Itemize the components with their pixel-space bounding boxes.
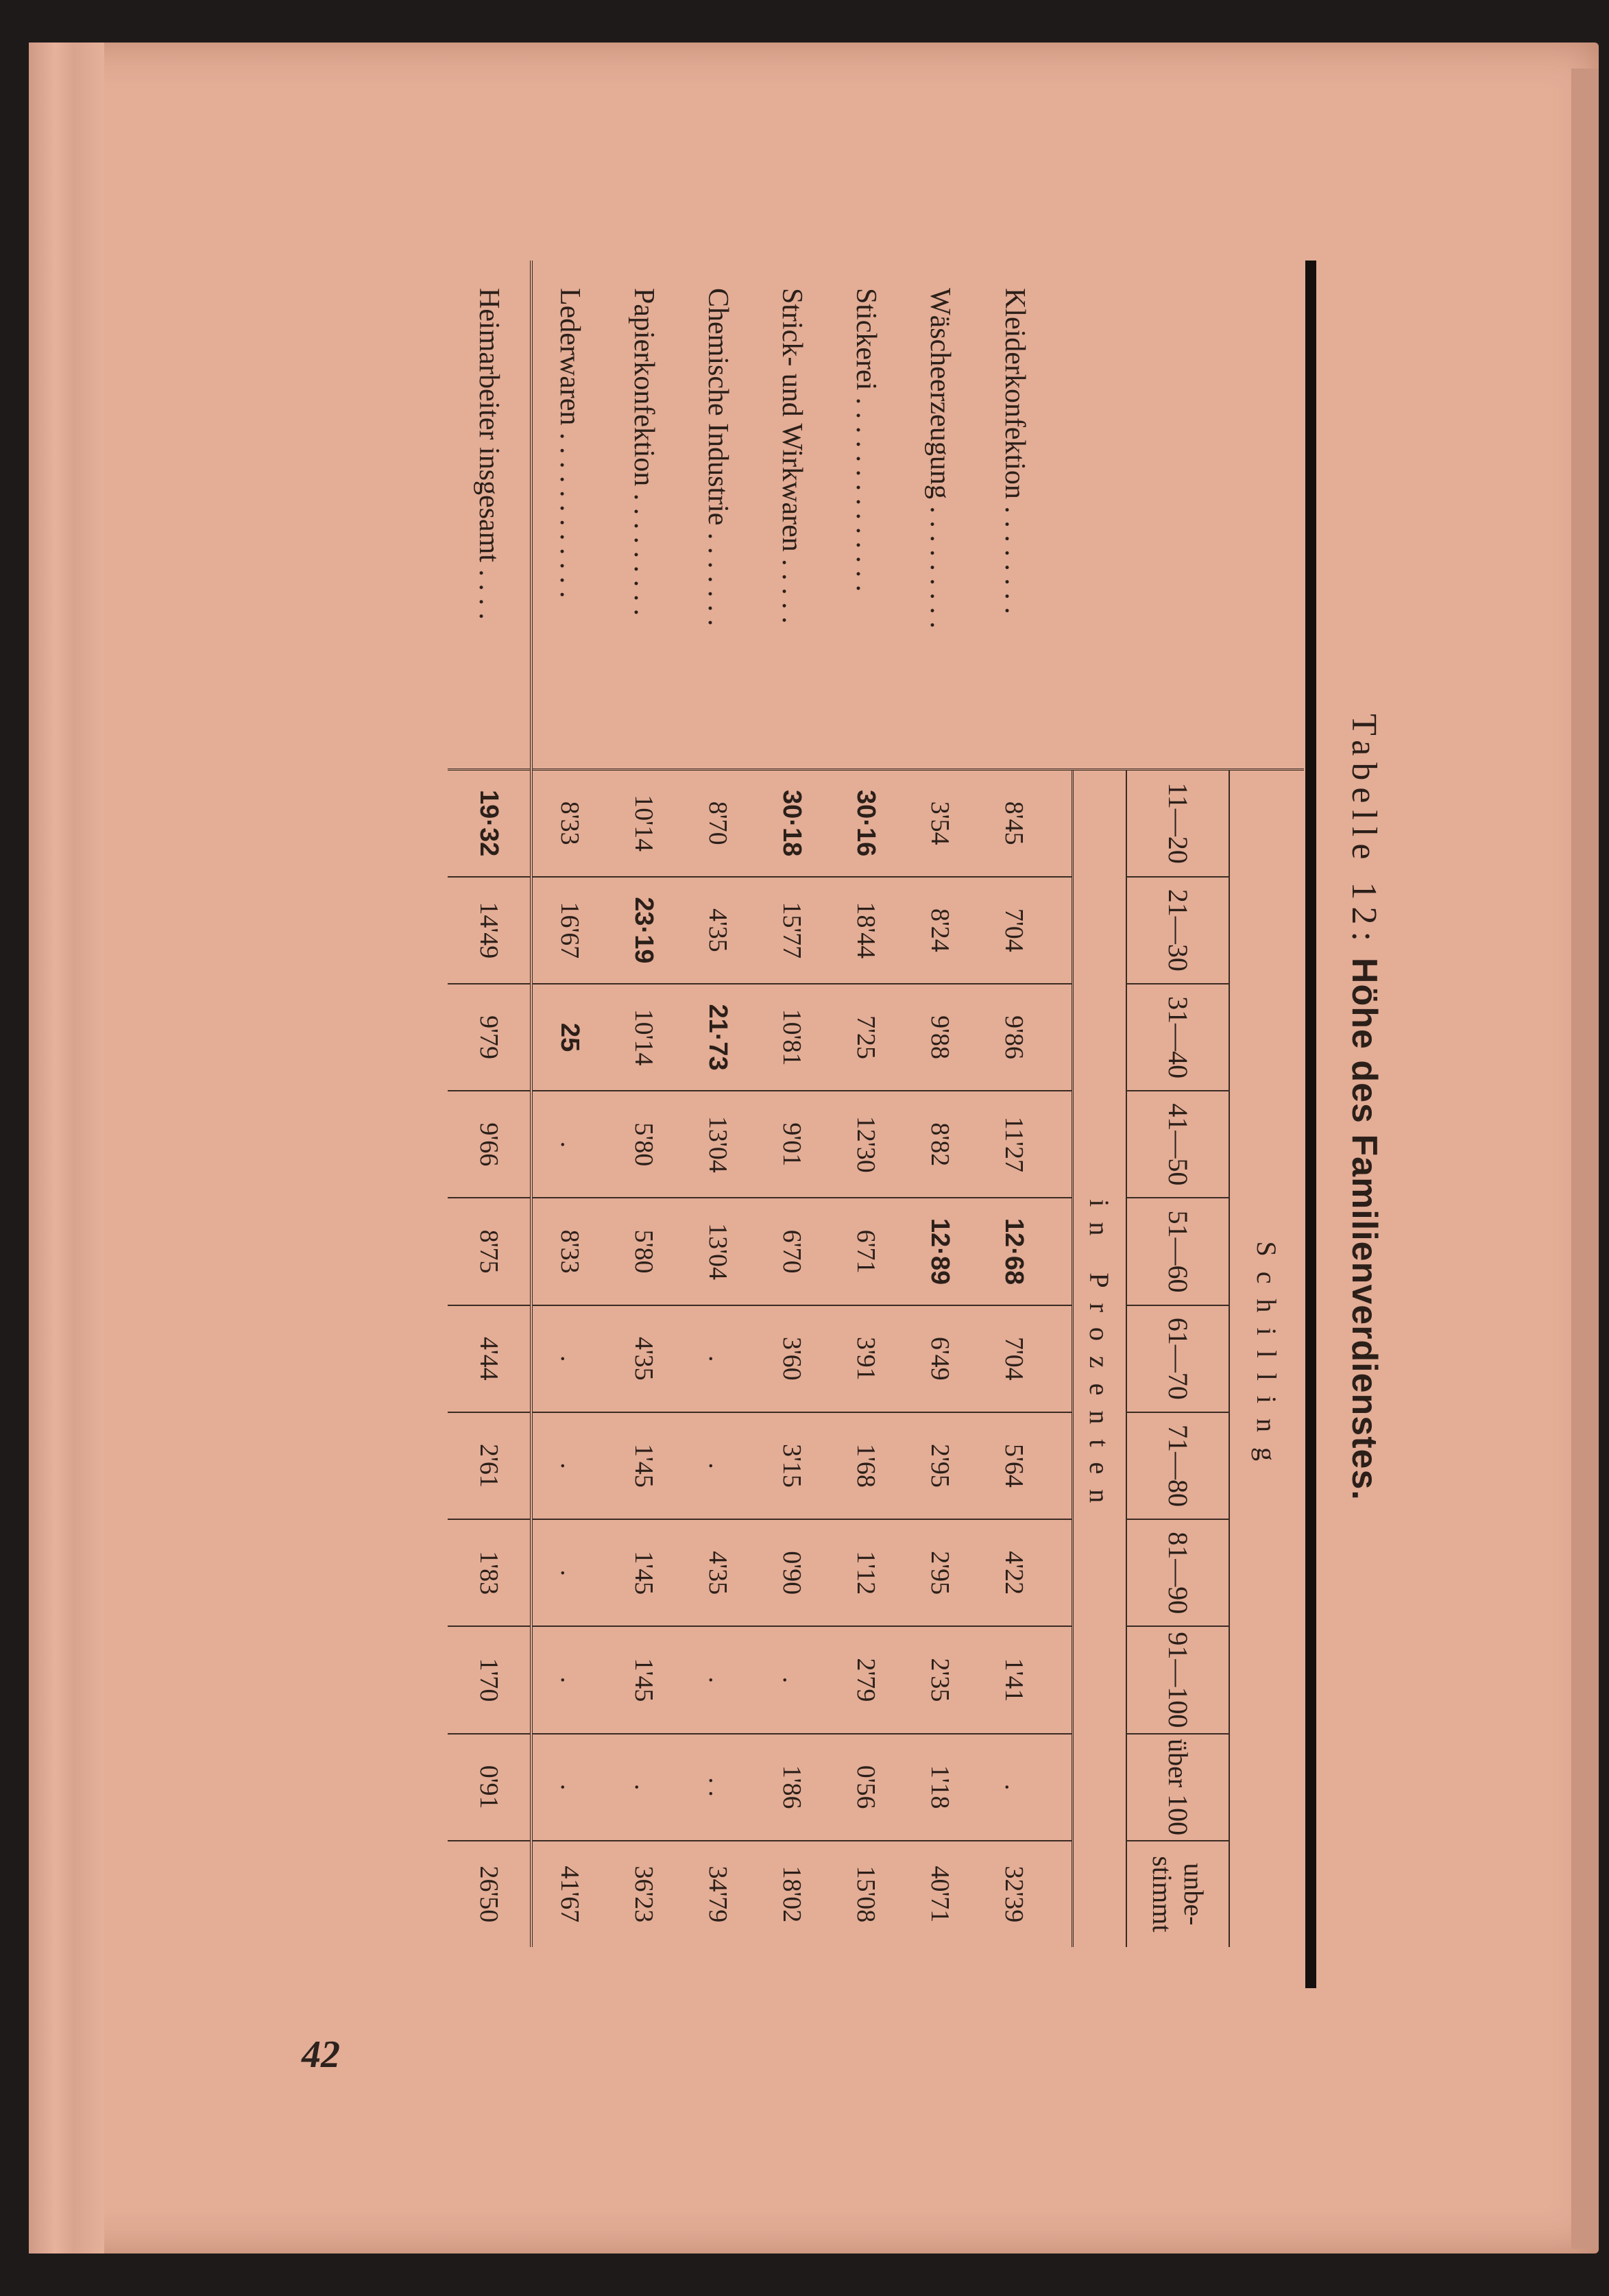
table-cell: 18'02 [755,1841,829,1947]
table-cell: . [531,1519,607,1626]
table-cell: 4'44 [448,1305,531,1412]
row-label: Papierkonfektion . . . . . . . . . [607,261,681,769]
table-cell: 1'41 [977,1626,1073,1733]
table-cell: 36'23 [607,1841,681,1947]
table-cell: 0'56 [829,1734,903,1841]
table-cell: 1'45 [607,1626,681,1733]
header-group-schilling: Schilling [1251,1241,1283,1476]
rotated-table-block [315,261,1385,1954]
table-cell: . [531,1412,607,1519]
table-cell: 40'71 [903,1841,977,1947]
table-cell: 34'79 [681,1841,755,1947]
column-header: 81—90 [1126,1519,1229,1626]
column-header: 21—30 [1126,877,1229,984]
row-label: Chemische Industrie . . . . . . . [681,261,755,769]
table-row [755,261,829,1947]
row-label: Heimarbeiter insgesamt . . . . [448,261,531,769]
table-cell: 1'68 [829,1412,903,1519]
table-cell: . . [681,1734,755,1841]
table-row [829,261,903,1947]
table-cell: 12·89 [903,1198,977,1305]
table-cell: . [977,1734,1073,1841]
table-cell: 1'18 [903,1734,977,1841]
row-label: Strick- und Wirkwaren . . . . . [755,261,829,769]
table-cell: . [531,1091,607,1198]
table-cell: 2'95 [903,1412,977,1519]
table-cell: 3'91 [829,1305,903,1412]
table-cell: 8'70 [703,801,732,845]
table-cell: 3'15 [755,1412,829,1519]
table-cell: 16'67 [531,877,607,984]
table-cell: . [531,1305,607,1412]
column-header: 41—50 [1126,1091,1229,1198]
table-cell: 8'82 [903,1091,977,1198]
table-cell: . [755,1626,829,1733]
row-label: Wäscheerzeugung . . . . . . . . . [903,261,977,769]
table-cell: 1'12 [829,1519,903,1626]
column-header: 31—40 [1126,984,1229,1091]
table-cell: . [681,1626,755,1733]
table-title-bold: Höhe des Familienverdienstes. [1344,957,1384,1501]
column-header: unbe- stimmt [1126,1841,1229,1947]
page-stack-edge [29,43,104,2253]
stub-header [1073,261,1305,769]
table-row [681,261,755,1947]
table-cell: 8'33 [531,1198,607,1305]
table-cell: 13'04 [681,1091,755,1198]
table-cell: 9'88 [903,984,977,1091]
table-cell: 2'61 [448,1412,531,1519]
income-table [448,261,1304,1947]
table-cell: 9'01 [755,1091,829,1198]
table-cell: 30·18 [777,790,807,857]
table-row [977,261,1073,1947]
table-cell: 18'44 [829,877,903,984]
table-cell: 7'04 [977,1305,1073,1412]
table-cell: 32'39 [977,1841,1073,1947]
table-cell: 6'70 [755,1198,829,1305]
table-cell: 7'04 [977,877,1073,984]
column-header: 61—70 [1126,1305,1229,1412]
column-header: 71—80 [1126,1412,1229,1519]
table-cell: 1'86 [755,1734,829,1841]
table-cell: 3'60 [755,1305,829,1412]
table-cell: 23·19 [607,877,681,984]
facing-page-edge [1571,69,1599,2249]
table-cell: 2'35 [903,1626,977,1733]
table-cell: 9'79 [448,984,531,1091]
row-label: Stickerei . . . . . . . . . . . . . . [829,261,903,769]
table-cell: 12·68 [977,1198,1073,1305]
table-cell: 21·73 [681,984,755,1091]
table-cell: 9'66 [448,1091,531,1198]
row-label: Lederwaren . . . . . . . . . . . . [531,261,607,769]
table-cell: 11'27 [977,1091,1073,1198]
table-cell: 4'35 [681,877,755,984]
table-cell: 2'79 [829,1626,903,1733]
table-cell: 15'77 [755,877,829,984]
table-cell: 4'35 [607,1305,681,1412]
table-cell: 6'71 [829,1198,903,1305]
table-cell: 30·16 [851,790,881,857]
page-number: 42 [302,2033,340,2076]
table-cell: 1'83 [448,1519,531,1626]
table-cell: 8'24 [903,877,977,984]
table-cell: 41'67 [531,1841,607,1947]
column-header: 91—100 [1126,1626,1229,1733]
table-cell: 0'90 [755,1519,829,1626]
table-cell: 26'50 [448,1841,531,1947]
column-header: über 100 [1126,1734,1229,1841]
table-cell: 1'70 [448,1626,531,1733]
table-cell: 15'08 [829,1841,903,1947]
table-cell: 7'25 [829,984,903,1091]
table-row [903,261,977,1947]
table-cell: 10'81 [755,984,829,1091]
table-cell: 12'30 [829,1091,903,1198]
table-cell: 10'14 [607,984,681,1091]
header-unit: in Prozenten [1073,769,1127,1947]
table-cell: 8'75 [448,1198,531,1305]
column-header: 51—60 [1126,1198,1229,1305]
table-cell: 0'91 [448,1734,531,1841]
table-cell: 6'49 [903,1305,977,1412]
table-cell: 25 [531,984,607,1091]
table-body [448,261,1073,1947]
row-label: Kleiderkonfektion . . . . . . . . [977,261,1073,769]
table-cell: 5'64 [977,1412,1073,1519]
column-header: 11—20 [1126,769,1229,877]
table-title-prefix: Tabelle 12: [1344,714,1383,948]
table-cell: . [681,1305,755,1412]
table-cell: 10'14 [629,795,658,852]
table-row [531,261,607,1947]
table-cell: 4'22 [977,1519,1073,1626]
table-title [1330,261,1385,1954]
table-cell: 9'86 [977,984,1073,1091]
table-cell: 4'35 [681,1519,755,1626]
table-total-row [448,261,531,1947]
table-cell: . [531,1626,607,1733]
table-cell: . [607,1734,681,1841]
table-cell: 5'80 [607,1091,681,1198]
table-cell: 1'45 [607,1519,681,1626]
table-cell: 14'49 [448,877,531,984]
table-cell: 2'95 [903,1519,977,1626]
table-cell: 8'33 [555,801,584,845]
table-cell: 5'80 [607,1198,681,1305]
table-cell: 13'04 [681,1198,755,1305]
table-cell: 19·32 [448,769,531,877]
table-cell: . [681,1412,755,1519]
table-top-rule [1305,261,1316,1988]
table-cell: 3'54 [926,801,954,845]
table-cell: 1'45 [607,1412,681,1519]
table-row [607,261,681,1947]
table-cell: 8'45 [1000,801,1028,845]
table-cell: . [531,1734,607,1841]
